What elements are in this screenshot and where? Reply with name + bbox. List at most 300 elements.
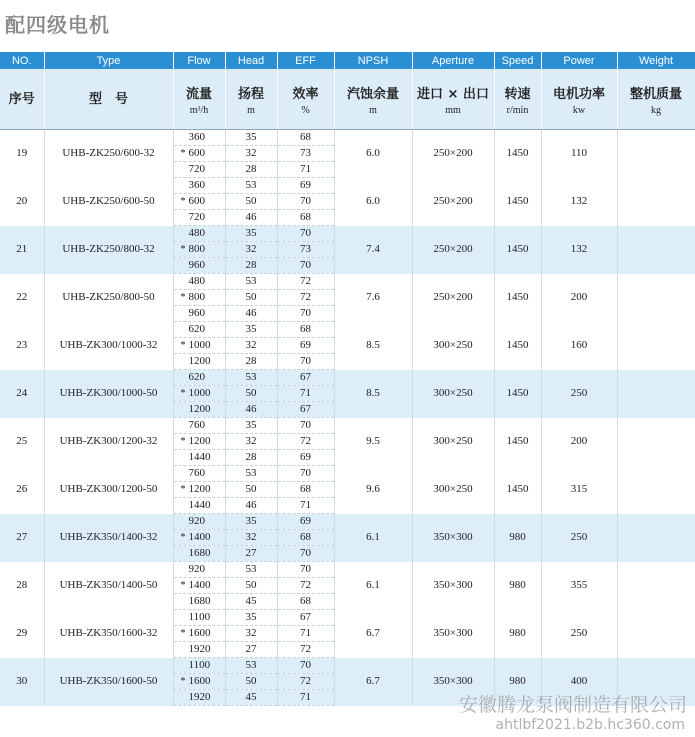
head-cell: 50 (225, 194, 277, 210)
head-cell: 46 (225, 210, 277, 226)
power-cell: 250 (541, 514, 617, 562)
flow-value: 1920 (188, 643, 211, 655)
flow-cell (173, 146, 225, 162)
eff-cell: 73 (277, 242, 334, 258)
flow-value: 620 (188, 323, 205, 335)
header-cn-unit: m (247, 104, 255, 116)
power-cell: 160 (541, 322, 617, 370)
flow-cell (173, 226, 225, 242)
eff-cell: 72 (277, 578, 334, 594)
model-type: UHB-ZK300/1200-50 (44, 466, 173, 514)
head-cell: 46 (225, 498, 277, 514)
power-cell: 400 (541, 658, 617, 706)
header-cn-label: 转速 (504, 86, 531, 102)
eff-cell: 67 (277, 370, 334, 386)
npsh-cell: 6.0 (334, 178, 412, 226)
aperture-cell: 300×250 (412, 466, 494, 514)
table-row (0, 370, 695, 386)
power-cell: 200 (541, 418, 617, 466)
flow-cell (173, 450, 225, 466)
header-cn-unit: kg (651, 104, 661, 116)
flow-value: 720 (188, 163, 205, 175)
flow-value: 960 (188, 259, 205, 271)
flow-value: 360 (188, 131, 205, 143)
speed-cell: 980 (494, 514, 541, 562)
aperture-cell: 350×300 (412, 514, 494, 562)
flow-cell (173, 338, 225, 354)
flow-cell (173, 658, 225, 674)
head-cell: 53 (225, 658, 277, 674)
power-cell: 110 (541, 130, 617, 178)
model-type: UHB-ZK300/1200-32 (44, 418, 173, 466)
eff-cell: 71 (277, 386, 334, 402)
header-cn-unit: m (369, 104, 377, 116)
npsh-cell: 8.5 (334, 370, 412, 418)
header-cn-7 (494, 69, 541, 130)
flow-cell (173, 674, 225, 690)
model-type: UHB-ZK250/600-32 (44, 130, 173, 178)
rated-point-star-icon: * (180, 628, 186, 639)
head-cell: 53 (225, 370, 277, 386)
weight-cell (617, 130, 695, 178)
header-cn-label: 型 号 (88, 92, 128, 107)
head-cell: 32 (225, 626, 277, 642)
header-cn-label: 效率 (292, 86, 319, 102)
flow-cell (173, 258, 225, 274)
header-en-8: Power (541, 52, 617, 69)
speed-cell: 1450 (494, 370, 541, 418)
power-cell: 250 (541, 370, 617, 418)
flow-value: 1600 (188, 675, 211, 687)
header-en-4: EFF (277, 52, 334, 69)
npsh-cell: 6.1 (334, 562, 412, 610)
eff-cell: 70 (277, 354, 334, 370)
rated-point-star-icon: * (180, 676, 186, 687)
rated-point-star-icon: * (180, 388, 186, 399)
row-number: 20 (0, 178, 44, 226)
flow-cell (173, 210, 225, 226)
watermark-url: ahtlbf2021.b2b.hc360.com (495, 717, 685, 733)
eff-cell: 73 (277, 146, 334, 162)
rated-point-star-icon: * (180, 580, 186, 591)
page-title: 配四级电机 (5, 13, 110, 37)
head-cell: 45 (225, 690, 277, 706)
head-cell: 53 (225, 466, 277, 482)
pump-row-group (0, 514, 695, 562)
rated-point-star-icon: * (180, 484, 186, 495)
table-row (0, 418, 695, 434)
head-cell: 35 (225, 514, 277, 530)
row-number: 21 (0, 226, 44, 274)
flow-cell (173, 546, 225, 562)
header-cn-unit: r/min (506, 104, 529, 116)
weight-cell (617, 322, 695, 370)
table-row (0, 466, 695, 482)
flow-value: 1400 (188, 579, 211, 591)
flow-cell (173, 562, 225, 578)
head-cell: 35 (225, 130, 277, 146)
row-number: 26 (0, 466, 44, 514)
rated-point-star-icon: * (180, 148, 186, 159)
eff-cell: 68 (277, 322, 334, 338)
head-cell: 45 (225, 594, 277, 610)
flow-cell (173, 306, 225, 322)
head-cell: 50 (225, 482, 277, 498)
weight-cell (617, 514, 695, 562)
header-cn-label: 整机质量 (629, 86, 682, 102)
eff-cell: 68 (277, 210, 334, 226)
head-cell: 53 (225, 562, 277, 578)
rated-point-star-icon: * (180, 196, 186, 207)
power-cell: 132 (541, 226, 617, 274)
head-cell: 32 (225, 530, 277, 546)
pump-row-group (0, 130, 695, 178)
head-cell: 27 (225, 642, 277, 658)
eff-cell: 70 (277, 418, 334, 434)
eff-cell: 67 (277, 610, 334, 626)
rated-point-star-icon: * (180, 244, 186, 255)
flow-value: 960 (188, 307, 205, 319)
flow-value: 600 (188, 147, 205, 159)
header-row-english (0, 52, 695, 69)
flow-value: 1200 (188, 355, 211, 367)
row-number: 30 (0, 658, 44, 706)
flow-cell (173, 370, 225, 386)
head-cell: 28 (225, 450, 277, 466)
pump-row-group (0, 274, 695, 322)
flow-value: 760 (188, 467, 205, 479)
speed-cell: 1450 (494, 466, 541, 514)
eff-cell: 71 (277, 498, 334, 514)
pump-row-group (0, 226, 695, 274)
header-cn-label: 序号 (8, 92, 35, 107)
weight-cell (617, 418, 695, 466)
header-cn-2 (173, 69, 225, 130)
model-type: UHB-ZK250/600-50 (44, 178, 173, 226)
flow-cell (173, 514, 225, 530)
header-en-9: Weight (617, 52, 695, 69)
header-cn-label: 汽蚀余量 (346, 86, 399, 102)
speed-cell: 1450 (494, 418, 541, 466)
row-number: 24 (0, 370, 44, 418)
aperture-cell: 250×200 (412, 274, 494, 322)
flow-cell (173, 626, 225, 642)
table-row (0, 130, 695, 146)
header-cn-label: 电机功率 (552, 86, 605, 102)
rated-point-star-icon: * (180, 292, 186, 303)
eff-cell: 71 (277, 626, 334, 642)
head-cell: 35 (225, 610, 277, 626)
flow-value: 1200 (188, 483, 211, 495)
eff-cell: 69 (277, 178, 334, 194)
header-cn-unit: m³/h (189, 104, 209, 116)
header-cn-label: 扬程 (237, 86, 264, 102)
head-cell: 53 (225, 178, 277, 194)
rated-point-star-icon: * (180, 532, 186, 543)
weight-cell (617, 466, 695, 514)
eff-cell: 70 (277, 466, 334, 482)
weight-cell (617, 226, 695, 274)
head-cell: 50 (225, 386, 277, 402)
eff-cell: 70 (277, 658, 334, 674)
header-cn-unit: kw (572, 104, 586, 116)
flow-cell (173, 690, 225, 706)
flow-cell (173, 162, 225, 178)
npsh-cell: 9.5 (334, 418, 412, 466)
table-row (0, 610, 695, 626)
eff-cell: 72 (277, 274, 334, 290)
model-type: UHB-ZK350/1400-50 (44, 562, 173, 610)
table-row (0, 562, 695, 578)
eff-cell: 70 (277, 562, 334, 578)
flow-value: 1000 (188, 387, 211, 399)
speed-cell: 1450 (494, 130, 541, 178)
weight-cell (617, 562, 695, 610)
speed-cell: 980 (494, 562, 541, 610)
power-cell: 355 (541, 562, 617, 610)
header-en-5: NPSH (334, 52, 412, 69)
flow-cell (173, 530, 225, 546)
power-cell: 200 (541, 274, 617, 322)
npsh-cell: 6.1 (334, 514, 412, 562)
aperture-cell: 250×200 (412, 130, 494, 178)
flow-cell (173, 466, 225, 482)
table-row (0, 658, 695, 674)
header-en-7: Speed (494, 52, 541, 69)
flow-cell (173, 434, 225, 450)
header-cn-1 (44, 69, 173, 130)
eff-cell: 69 (277, 450, 334, 466)
flow-value: 720 (188, 211, 205, 223)
row-number: 27 (0, 514, 44, 562)
aperture-cell: 300×250 (412, 418, 494, 466)
flow-value: 1100 (188, 611, 211, 623)
aperture-cell: 350×300 (412, 658, 494, 706)
row-number: 23 (0, 322, 44, 370)
row-number: 25 (0, 418, 44, 466)
pump-row-group (0, 658, 695, 706)
header-row-chinese (0, 69, 695, 130)
flow-value: 800 (188, 243, 205, 255)
eff-cell: 70 (277, 226, 334, 242)
flow-value: 1920 (188, 691, 211, 703)
flow-cell (173, 578, 225, 594)
head-cell: 35 (225, 322, 277, 338)
header-cn-0 (0, 69, 44, 130)
header-en-0: NO. (0, 52, 44, 69)
power-cell: 315 (541, 466, 617, 514)
header-cn-unit: % (301, 104, 310, 116)
flow-value: 920 (188, 515, 205, 527)
header-cn-unit: mm (445, 104, 461, 116)
flow-value: 360 (188, 179, 205, 191)
head-cell: 35 (225, 226, 277, 242)
model-type: UHB-ZK350/1600-50 (44, 658, 173, 706)
eff-cell: 72 (277, 434, 334, 450)
model-type: UHB-ZK350/1600-32 (44, 610, 173, 658)
header-en-6: Aperture (412, 52, 494, 69)
head-cell: 50 (225, 578, 277, 594)
flow-value: 1000 (188, 339, 211, 351)
table-row (0, 226, 695, 242)
weight-cell (617, 610, 695, 658)
npsh-cell: 7.4 (334, 226, 412, 274)
header-cn-6 (412, 69, 494, 130)
header-en-2: Flow (173, 52, 225, 69)
npsh-cell: 9.6 (334, 466, 412, 514)
row-number: 28 (0, 562, 44, 610)
speed-cell: 1450 (494, 322, 541, 370)
eff-cell: 68 (277, 530, 334, 546)
flow-value: 1200 (188, 435, 211, 447)
model-type: UHB-ZK300/1000-50 (44, 370, 173, 418)
head-cell: 32 (225, 434, 277, 450)
aperture-cell: 250×200 (412, 178, 494, 226)
head-cell: 32 (225, 338, 277, 354)
head-cell: 32 (225, 242, 277, 258)
flow-cell (173, 274, 225, 290)
eff-cell: 70 (277, 546, 334, 562)
head-cell: 32 (225, 146, 277, 162)
header-cn-4 (277, 69, 334, 130)
head-cell: 28 (225, 162, 277, 178)
eff-cell: 71 (277, 162, 334, 178)
head-cell: 28 (225, 354, 277, 370)
model-type: UHB-ZK250/800-32 (44, 226, 173, 274)
eff-cell: 72 (277, 674, 334, 690)
flow-value: 760 (188, 419, 205, 431)
flow-value: 620 (188, 371, 205, 383)
aperture-cell: 350×300 (412, 562, 494, 610)
eff-cell: 68 (277, 482, 334, 498)
flow-cell (173, 322, 225, 338)
flow-value: 1680 (188, 595, 211, 607)
head-cell: 53 (225, 274, 277, 290)
speed-cell: 1450 (494, 226, 541, 274)
flow-cell (173, 178, 225, 194)
pump-row-group (0, 466, 695, 514)
pump-row-group (0, 562, 695, 610)
pump-row-group (0, 322, 695, 370)
table-row (0, 274, 695, 290)
head-cell: 46 (225, 306, 277, 322)
speed-cell: 980 (494, 658, 541, 706)
pump-row-group (0, 610, 695, 658)
eff-cell: 67 (277, 402, 334, 418)
header-cn-5 (334, 69, 412, 130)
header-en-1: Type (44, 52, 173, 69)
eff-cell: 72 (277, 290, 334, 306)
npsh-cell: 8.5 (334, 322, 412, 370)
aperture-cell: 250×200 (412, 226, 494, 274)
pump-spec-table (0, 52, 695, 706)
flow-cell (173, 194, 225, 210)
power-cell: 250 (541, 610, 617, 658)
weight-cell (617, 178, 695, 226)
rated-point-star-icon: * (180, 436, 186, 447)
flow-value: 1200 (188, 403, 211, 415)
head-cell: 50 (225, 290, 277, 306)
flow-value: 1680 (188, 547, 211, 559)
aperture-cell: 350×300 (412, 610, 494, 658)
aperture-cell: 300×250 (412, 370, 494, 418)
eff-cell: 70 (277, 194, 334, 210)
npsh-cell: 6.7 (334, 610, 412, 658)
header-cn-3 (225, 69, 277, 130)
flow-cell (173, 242, 225, 258)
head-cell: 50 (225, 674, 277, 690)
row-number: 19 (0, 130, 44, 178)
npsh-cell: 6.7 (334, 658, 412, 706)
power-cell: 132 (541, 178, 617, 226)
flow-value: 600 (188, 195, 205, 207)
flow-value: 1600 (188, 627, 211, 639)
flow-cell (173, 642, 225, 658)
eff-cell: 68 (277, 594, 334, 610)
speed-cell: 1450 (494, 178, 541, 226)
flow-cell (173, 498, 225, 514)
flow-cell (173, 386, 225, 402)
flow-cell (173, 610, 225, 626)
flow-value: 1440 (188, 451, 211, 463)
flow-value: 800 (188, 291, 205, 303)
pump-row-group (0, 418, 695, 466)
speed-cell: 1450 (494, 274, 541, 322)
watermark-company: 安徽腾龙泵阀制造有限公司 (458, 694, 687, 716)
flow-cell (173, 130, 225, 146)
eff-cell: 70 (277, 258, 334, 274)
flow-value: 1440 (188, 499, 211, 511)
model-type: UHB-ZK300/1000-32 (44, 322, 173, 370)
header-en-3: Head (225, 52, 277, 69)
header-cn-8 (541, 69, 617, 130)
aperture-cell: 300×250 (412, 322, 494, 370)
flow-cell (173, 418, 225, 434)
weight-cell (617, 658, 695, 706)
model-type: UHB-ZK250/800-50 (44, 274, 173, 322)
row-number: 29 (0, 610, 44, 658)
table-row (0, 178, 695, 194)
flow-cell (173, 354, 225, 370)
weight-cell (617, 274, 695, 322)
model-type: UHB-ZK350/1400-32 (44, 514, 173, 562)
eff-cell: 70 (277, 306, 334, 322)
npsh-cell: 7.6 (334, 274, 412, 322)
table-row (0, 514, 695, 530)
head-cell: 28 (225, 258, 277, 274)
table-row (0, 322, 695, 338)
weight-cell (617, 370, 695, 418)
header-cn-label: 流量 (185, 86, 212, 102)
row-number: 22 (0, 274, 44, 322)
eff-cell: 68 (277, 130, 334, 146)
eff-cell: 69 (277, 514, 334, 530)
pump-row-group (0, 178, 695, 226)
flow-cell (173, 290, 225, 306)
eff-cell: 71 (277, 690, 334, 706)
flow-value: 920 (188, 563, 205, 575)
flow-value: 1400 (188, 531, 211, 543)
flow-value: 480 (188, 275, 205, 287)
flow-value: 480 (188, 227, 205, 239)
head-cell: 46 (225, 402, 277, 418)
head-cell: 27 (225, 546, 277, 562)
rated-point-star-icon: * (180, 340, 186, 351)
flow-cell (173, 594, 225, 610)
flow-cell (173, 402, 225, 418)
flow-cell (173, 482, 225, 498)
head-cell: 35 (225, 418, 277, 434)
